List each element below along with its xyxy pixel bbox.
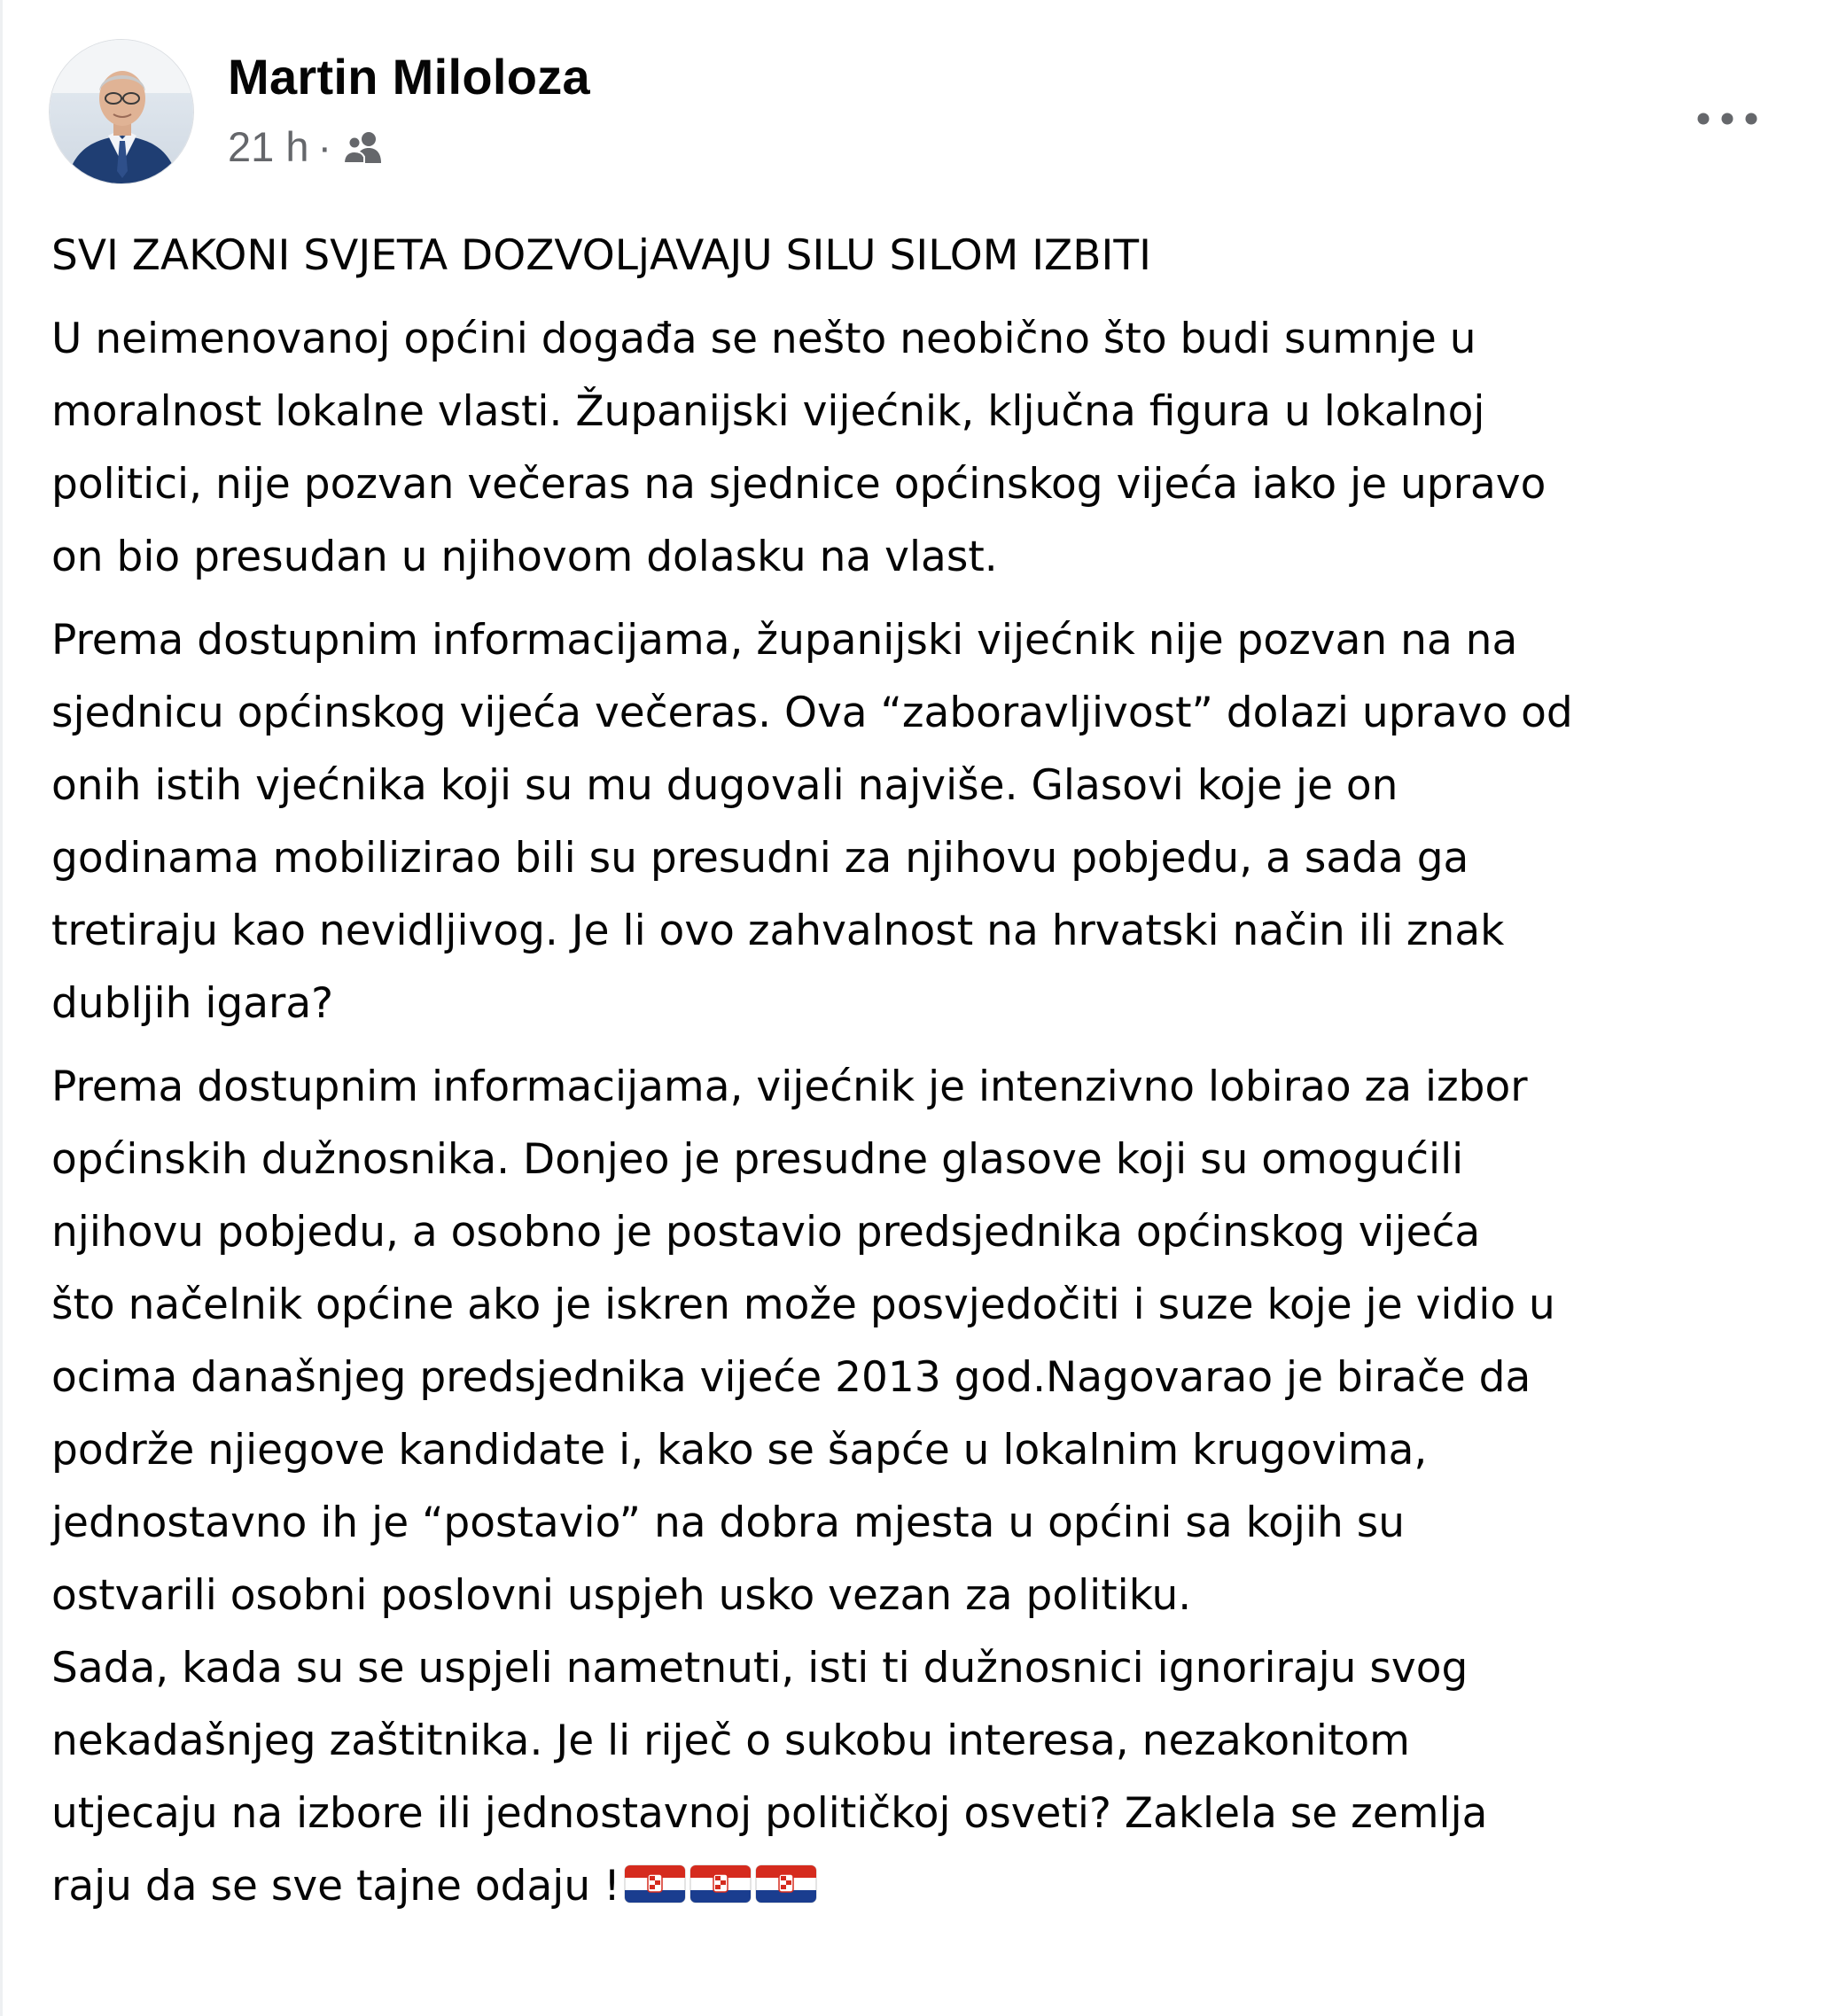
text-line: Prema dostupnim informacijama, županijski vijećnik nije pozvan na na — [51, 616, 1518, 665]
croatia-flag-icon — [689, 1854, 752, 1926]
author-avatar[interactable] — [49, 39, 194, 184]
post-timestamp[interactable]: 21 h — [228, 123, 309, 170]
text-line: Sada, kada su se uspjeli nametnuti, isti ti dužnosnici ignoriraju svog — [51, 1644, 1469, 1693]
paragraph-1 — [51, 303, 1802, 594]
text-line: ostvarili osobni poslovni uspjeh usko vezan za politiku. — [51, 1571, 1192, 1620]
meta-separator: · — [317, 123, 332, 170]
friends-icon[interactable] — [340, 128, 390, 167]
text-line: nekadašnjeg zaštitnika. Je li riječ o sukobu interesa, nezakonitom — [51, 1716, 1410, 1765]
post-header — [49, 39, 1788, 190]
croatia-flag-icon — [755, 1854, 817, 1926]
more-horizontal-icon — [1696, 112, 1758, 126]
text-line: ocima današnjeg predsjednika vijeće 2013 god.Nagovarao je birače da — [51, 1353, 1531, 1402]
text-line: Prema dostupnim informacijama, vijećnik je intenzivno lobirao za izbor — [51, 1062, 1528, 1111]
text-line: godinama mobilizirao bili su presudni za njihovu pobjedu, a sada ga — [51, 834, 1469, 883]
text-line: općinskih dužnosnika. Donjeo je presudne glasove koji su omogućili — [51, 1135, 1464, 1184]
text-line: dubljih igara? — [51, 979, 334, 1028]
text-line: sjednicu općinskog vijeća večeras. Ova “zaboravljivost” dolazi upravo od — [51, 689, 1573, 737]
text-line: njihovu pobjedu, a osobno je postavio predsjednika općinskog vijeća — [51, 1208, 1481, 1257]
text-line: politici, nije pozvan večeras na sjednice općinskog vijeća iako je upravo — [51, 460, 1546, 509]
text-line: jednostavno ih je “postavio” na dobra mjesta u općini sa kojih su — [51, 1498, 1406, 1547]
text-line: on bio presudan u njihovom dolasku na vlast. — [51, 533, 998, 581]
last-text-line — [51, 1850, 1802, 1926]
text-line: podrže njiegove kandidate i, kako se šapće u lokalnim krugovima, — [51, 1426, 1428, 1475]
text-line: utjecaju na izbore ili jednostavnoj političkoj osveti? Zaklela se zemlja — [51, 1789, 1488, 1838]
paragraph-2 — [51, 604, 1802, 1040]
text-line: tretiraju kao nevidljivog. Je li ovo zahvalnost na hrvatski način ili znak — [51, 907, 1505, 955]
croatia-flag-icon — [624, 1854, 686, 1926]
text-line: U neimenovanoj općini događa se nešto neobično što budi sumnje u — [51, 315, 1476, 363]
post-text — [51, 220, 1802, 1926]
text-line: što načelnik općine ako je iskren može posvjedočiti i suze koje je vidio u — [51, 1280, 1555, 1329]
paragraph-3 — [51, 1051, 1802, 1926]
text-line: moralnost lokalne vlasti. Županijski vijećnik, ključna figura u lokalnoj — [51, 387, 1485, 436]
author-name[interactable]: Martin Miloloza — [228, 49, 590, 105]
text-line-end: raju da se sve tajne odaju ! — [51, 1862, 620, 1911]
more-options-button[interactable] — [1683, 87, 1772, 151]
post-meta — [228, 122, 390, 171]
avatar-image — [50, 40, 194, 184]
post-title: SVI ZAKONI SVJETA DOZVOLjAVAJU SILU SILOM IZBITI — [51, 231, 1151, 280]
text-line: onih istih vjećnika koji su mu dugovali najviše. Glasovi koje je on — [51, 761, 1398, 810]
